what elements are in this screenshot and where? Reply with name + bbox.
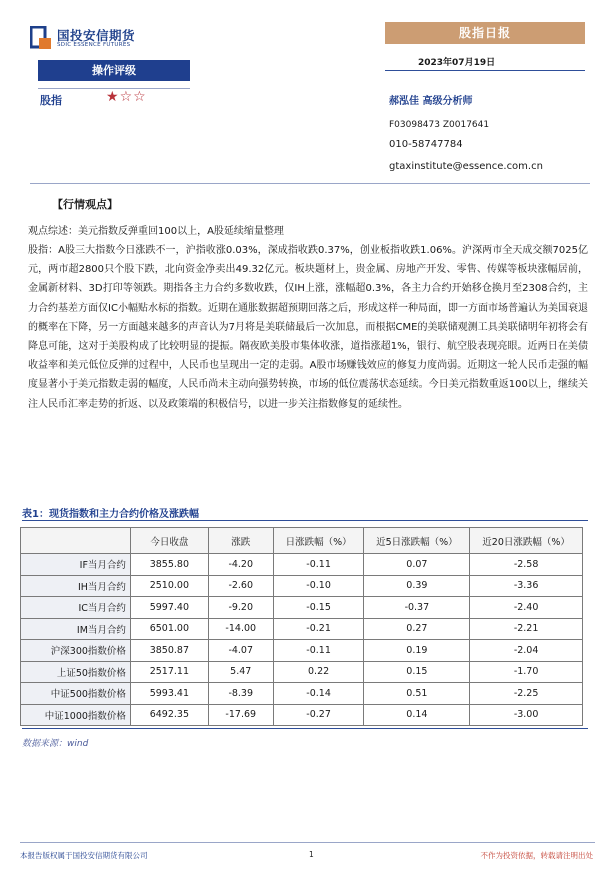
table-row [21,661,583,683]
footer-divider [20,842,595,843]
table-cell: -3.36 [470,575,583,597]
table-caption: 表1：现货指数和主力合约价格及涨跌幅 [22,509,199,520]
star-empty-icon: ☆☆ [119,89,147,105]
table-header-cell: 日涨跌幅（%） [273,528,364,554]
rating-category: 股指 [40,94,62,107]
table-top-rule [22,520,588,521]
report-date: 2023年07月19日 [418,58,496,68]
table-row-label: 中证500指数价格 [21,683,131,705]
table-header-cell: 今日收盘 [130,528,208,554]
star-filled-icon: ★ [106,89,120,105]
table-cell: -2.58 [470,554,583,576]
logo-text-cn: 国投安信期货 [57,28,136,43]
table-header-cell: 涨跌 [208,528,273,554]
table-cell: -0.27 [273,704,364,726]
table-header-cell: 近5日涨跌幅（%） [364,528,470,554]
table-cell: -2.25 [470,683,583,705]
table-cell: -0.21 [273,618,364,640]
rating-stars [106,89,147,105]
table-row [21,704,583,726]
table-row-label: 中证1000指数价格 [21,704,131,726]
table-cell: -0.11 [273,554,364,576]
table-cell: 5997.40 [130,597,208,619]
table-cell: 0.27 [364,618,470,640]
table-row [21,618,583,640]
header-divider [385,70,585,71]
table-cell: -0.15 [273,597,364,619]
table-cell: -0.11 [273,640,364,662]
analyst-name: 郝泓佳 高级分析师 [389,96,473,107]
table-cell: -2.40 [470,597,583,619]
table-cell: 3850.87 [130,640,208,662]
table-row [21,683,583,705]
table-cell: -1.70 [470,661,583,683]
table-cell: 6501.00 [130,618,208,640]
logo-mark-icon [30,26,52,50]
table-cell: -4.20 [208,554,273,576]
table-header-row [21,528,583,554]
table-header-cell: 近20日涨跌幅（%） [470,528,583,554]
table-cell: -14.00 [208,618,273,640]
analyst-phone: 010-58747784 [389,139,463,150]
table-cell: 0.07 [364,554,470,576]
page-number: 1 [309,850,314,859]
table-row-label: IM当月合约 [21,618,131,640]
table-cell: -3.00 [470,704,583,726]
summary-line: 观点综述：美元指数反弹重回100以上，A股延续缩量整理 [28,226,284,237]
section-title: 【行情观点】 [52,198,118,211]
table-cell: 0.51 [364,683,470,705]
copyright-notice: 本报告版权属于国投安信期货有限公司 [20,851,148,860]
table-bottom-rule [22,728,588,729]
operation-rating-bar: 操作评级 [38,60,190,81]
table-row [21,554,583,576]
table-row-label: IH当月合约 [21,575,131,597]
table-cell: -2.60 [208,575,273,597]
table-cell: -0.14 [273,683,364,705]
table-cell: 5.47 [208,661,273,683]
disclaimer: 不作为投资依据，转载请注明出处 [480,851,593,860]
data-source: 数据来源：wind [22,739,89,749]
table-cell: 5993.41 [130,683,208,705]
table-cell: 0.19 [364,640,470,662]
table-row [21,640,583,662]
table-row-label: IC当月合约 [21,597,131,619]
table-cell: -4.07 [208,640,273,662]
logo-text-en: SDIC ESSENCE FUTURES [57,42,131,48]
table-cell: 0.15 [364,661,470,683]
table-cell: 0.14 [364,704,470,726]
company-logo [30,24,200,54]
table-cell: -8.39 [208,683,273,705]
table-cell: 2510.00 [130,575,208,597]
table-cell: 2517.11 [130,661,208,683]
price-table [20,527,583,726]
table-row [21,575,583,597]
table-row-label: 上证50指数价格 [21,661,131,683]
table-header-cell [21,528,131,554]
report-type-banner: 股指日报 [385,22,585,44]
table-cell: -0.10 [273,575,364,597]
table-row-label: 沪深300指数价格 [21,640,131,662]
table-cell: -17.69 [208,704,273,726]
market-commentary: 股指：A股三大指数今日涨跌不一，沪指收涨0.03%，深成指收跌0.37%，创业板指收跌1.06%。沪深两市全天成交额7025亿元，两市超2800只个股下跌，北向资金净卖出49.32亿元。板块题材上，贵金属、房地产开发、零售、传媒等板块涨幅居前，金属新材料、3D打印等领跌。期指各主力合约多数收跌，仅IH上涨，涨幅超0.3%，各主力合约开始移仓换月至2308合约，主力合约基差方面仅IC小幅贴水标的指数。近期在通胀数据超预期回落之后，形成这样一种局面，即一方面市场普遍认为美国衰退的概率在下降，另一方面越来越多的声音认为7月将是美联储最后一次加息，而根据CME的美联储观测工具美联储明年初将会有降息可能，这对于美股构成了比较明显的提振。隔夜欧美股市集体收涨，道指涨超1%，银行、航空股表现亮眼。近两日在美债收益率和美元低位反弹的过程中，人民币也呈现出一定的走弱。A股市场赚钱效应的修复力度尚弱。近期这一轮人民币走强的幅度显著小于美元指数走弱的幅度，人民币尚未主动向强势转换，市场的低位震荡状态延续。今日美元指数重返100以上，继续关注人民币汇率走势的折返、以及政策端的积极信号，以进一步关注指数修复的延续性。 [28,245,588,410]
table-cell: -2.21 [470,618,583,640]
table-row-label: IF当月合约 [21,554,131,576]
table-cell: 6492.35 [130,704,208,726]
table-cell: -9.20 [208,597,273,619]
table-cell: -0.37 [364,597,470,619]
analyst-certificate: F03098473 Z0017641 [389,120,490,130]
table-cell: 0.22 [273,661,364,683]
table-cell: -2.04 [470,640,583,662]
table-cell: 3855.80 [130,554,208,576]
table-row [21,597,583,619]
table-cell: 0.39 [364,575,470,597]
analyst-email[interactable]: gtaxinstitute@essence.com.cn [389,161,543,172]
section-divider [30,183,590,184]
